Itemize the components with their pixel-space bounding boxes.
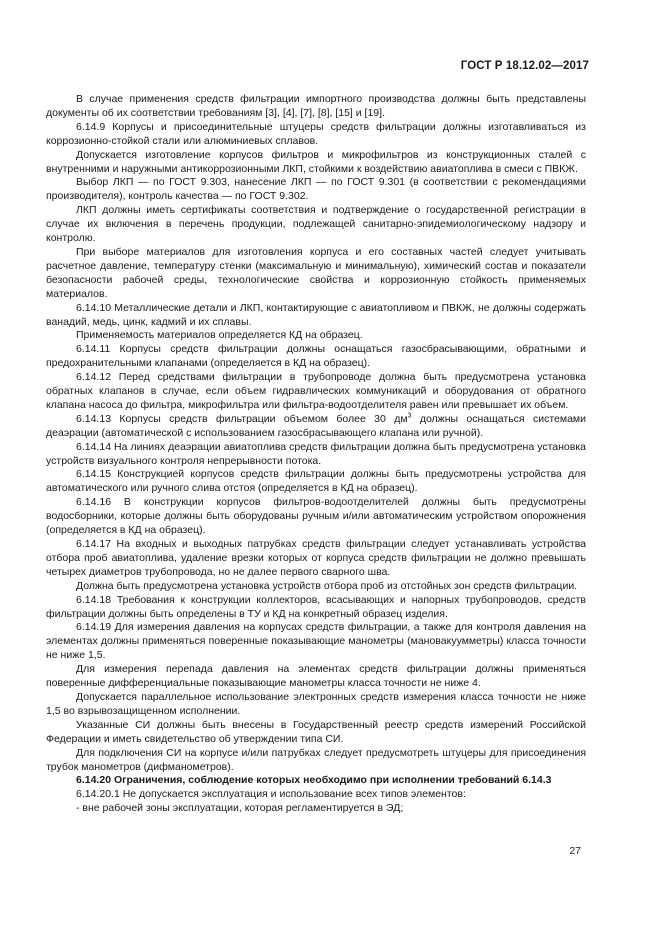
paragraph: [46, 538, 586, 580]
paragraph-text: Выбор ЛКП — по ГОСТ 9.303, нанесение ЛКП — по ГОСТ 9.301 (в соответствии с рекомендациями производителя), контроль качества — по ГОСТ 9.302.: [46, 176, 586, 203]
paragraph-text: Допускается изготовление корпусов фильтров и микрофильтров из конструкционных сталей с внутренними и наружными антикоррозионными ЛКП, стойкими к воздействию авиатоплива в смеси с ПВКЖ.: [46, 148, 586, 175]
paragraph-text: 6.14.10 Металлические детали и ЛКП, контактирующие с авиатопливом и ПВКЖ, не должны содержать ванадий, медь, цинк, кадмий и их сплавы.: [46, 301, 586, 328]
paragraph-text: 6.14.18 Требования к конструкции коллекторов, всасывающих и напорных трубопроводов, средств фильтрации должны быть определены в ТУ и КД на конкретный образец изделия.: [46, 593, 586, 620]
paragraph: [46, 343, 586, 371]
paragraph: [46, 246, 586, 302]
paragraph: [46, 149, 586, 177]
paragraph: [46, 594, 586, 622]
superscript: 3: [407, 412, 412, 420]
paragraph-text: 6.14.19 Для измерения давления на корпусах средств фильтрации, а также для контроля давления на элементах должны применяться поверенные показывающие манометры (мановакуумметры) класса точности не ниже 1,5.: [46, 621, 586, 662]
paragraph-text: 6.14.16 В конструкции корпусов фильтров-водоотделителей должны быть предусмотрены водосборники, которые должны быть оборудованы ручным и/или автоматическим устройством опорожнения (определяется в КД на образец).: [46, 496, 586, 537]
paragraph: [46, 176, 586, 204]
paragraph: [46, 788, 586, 802]
paragraph: [46, 371, 586, 413]
paragraph-text: Допускается параллельное использование электронных средств измерения класса точности не ниже 1,5 во взрывозащищенном исполнении.: [46, 690, 586, 717]
paragraph-text: ЛКП должны иметь сертификаты соответствия и подтверждение о государственной регистрации в случае их включения в перечень продукции, подлежащей санитарно-эпидемиологическому надзору и контролю.: [46, 204, 586, 245]
paragraph-text: Должна быть предусмотрена установка устройств отбора проб из отстойных зон средств фильтрации.: [76, 579, 578, 592]
paragraph: [46, 774, 586, 788]
paragraph-text: 6.14.20 Ограничения, соблюдение которых необходимо при исполнении требований 6.14.3: [76, 774, 552, 787]
paragraph-text: Для измерения перепада давления на элементах средств фильтрации должны применяться поверенные дифференциальные показывающие манометры класса точности не ниже 4.: [46, 663, 586, 690]
paragraph: [46, 93, 586, 121]
paragraph-text: Указанные СИ должны быть внесены в Государственный реестр средств измерений Российской Федерации и иметь свидетельство об утверждении типа СИ.: [46, 718, 586, 745]
paragraph-text: 6.14.15 Конструкцией корпусов средств фильтрации должны быть предусмотрены устройства для автоматического или ручного слива отстоя (определяется в КД на образец).: [46, 468, 586, 495]
paragraph-text: 6.14.13 Корпусы средств фильтрации объемом более 30 дм: [76, 412, 408, 425]
paragraph-text: 6.14.11 Корпусы средств фильтрации должны оснащаться газосбрасывающими, обратными и предохранительными клапанами (определяется в КД на образец).: [46, 343, 586, 370]
paragraph-text: 6.14.14 На линиях деаэрации авиатоплива средств фильтрации должна быть предусмотрена установка устройств визуального контроля непрерывности потока.: [46, 440, 586, 467]
document-body: [46, 93, 586, 816]
paragraph: [46, 663, 586, 691]
paragraph: [46, 468, 586, 496]
paragraph-text: 6.14.9 Корпусы и присоединительные штуцеры средств фильтрации должны изготавливаться из коррозионно-стойкой стали или алюминиевых сплавов.: [46, 120, 586, 147]
paragraph-text: 6.14.12 Перед средствами фильтрации в трубопроводе должна быть предусмотрена установка обратных клапанов в случае, если объем гидравлических коммуникаций и оборудования от обратного клапана насоса до фильтра, микрофильтра или фильтра-водоотделителя равен или превышает их объем.: [46, 371, 586, 411]
paragraph-text: Применяемость материалов определяется КД на образец.: [76, 329, 363, 342]
paragraph: [46, 441, 586, 469]
paragraph-text: В случае применения средств фильтрации импортного производства должны быть представлены документы об их соответствии требованиям [3], [4], [7], [8], [15] и [19].: [46, 93, 586, 119]
paragraph: [46, 329, 586, 343]
paragraph: [46, 302, 586, 330]
paragraph-text: 6.14.20.1 Не допускается эксплуатация и использование всех типов элементов:: [76, 788, 466, 801]
paragraph: [46, 691, 586, 719]
paragraph: [46, 496, 586, 538]
paragraph: [46, 747, 586, 775]
paragraph-text: должны оснащаться системами деаэрации (автоматической с использованием газосбрасывающего клапана или ручной).: [46, 412, 586, 439]
paragraph: [46, 204, 586, 246]
paragraph-text: Для подключения СИ на корпусе и/или патрубках следует предусмотреть штуцеры для присоединения трубок манометров (дифманометров).: [46, 746, 586, 773]
paragraph: [46, 580, 586, 594]
paragraph: [46, 621, 586, 663]
paragraph: [46, 413, 586, 441]
paragraph: [46, 719, 586, 747]
paragraph-text: 6.14.17 На входных и выходных патрубках средств фильтрации следует устанавливать устройства отбора проб авиатоплива, удаление врезки которых от корпуса средств фильтрации не должно превышать четырех диаметров трубопровода, но не далее первого сварного шва.: [46, 538, 586, 578]
document-code: ГОСТ Р 18.12.02—2017: [460, 60, 589, 72]
paragraph-text: При выборе материалов для изготовления корпуса и его составных частей следует учитывать расчетное давление, температуру стенки (максимальную и минимальную), химический состав и показатели безопасности рабочей среды, технологические свойства и коррозионную стойкость применяемых материалов.: [46, 245, 586, 300]
paragraph-text: - вне рабочей зоны эксплуатации, которая регламентируется в ЭД;: [76, 802, 404, 815]
page-number: 27: [569, 845, 581, 857]
paragraph: [46, 802, 586, 816]
paragraph: [46, 121, 586, 149]
